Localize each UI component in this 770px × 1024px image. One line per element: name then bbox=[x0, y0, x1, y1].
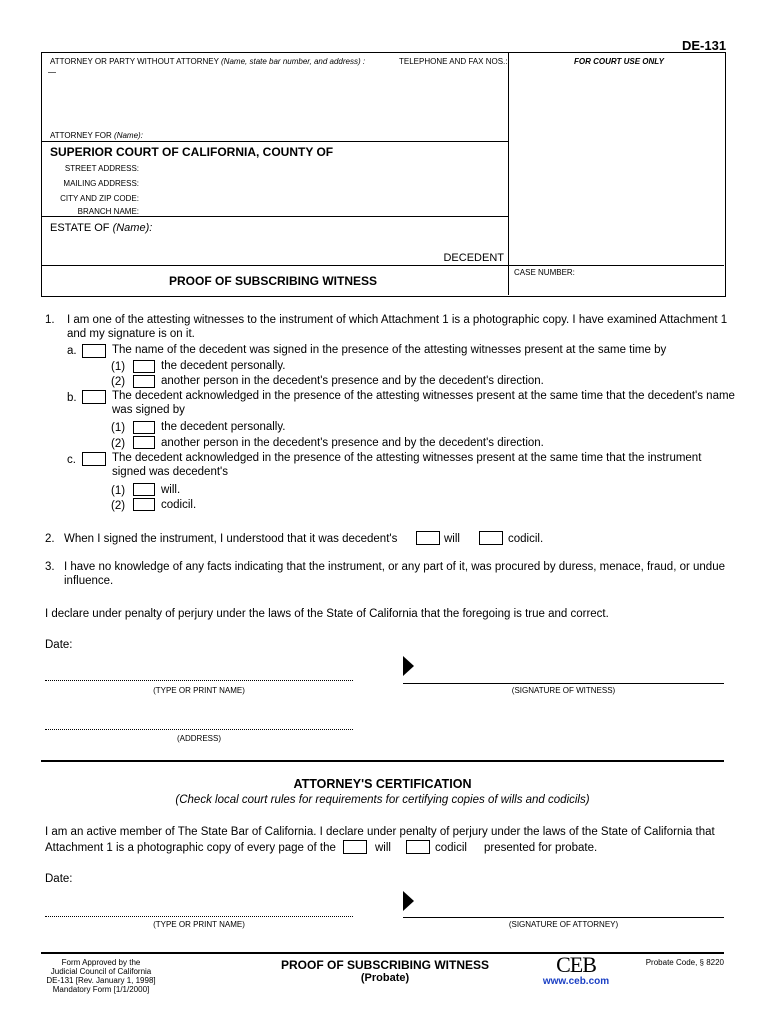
ceb-website-link[interactable]: www.ceb.com bbox=[542, 976, 610, 987]
item-a2-label: (2) bbox=[111, 376, 126, 388]
date-field[interactable] bbox=[80, 636, 340, 652]
item-c2-label: (2) bbox=[111, 500, 126, 512]
court-use-label: FOR COURT USE ONLY bbox=[574, 57, 664, 66]
type-print-name-label: (TYPE OR PRINT NAME) bbox=[153, 686, 245, 695]
item-1-line-1: I am one of the attesting witnesses to the instrument of which Attachment 1 is a photographic copy. I have examined Attachment 1 bbox=[67, 314, 728, 326]
signature-of-attorney-label: (SIGNATURE OF ATTORNEY) bbox=[508, 920, 619, 929]
declaration-text: I declare under penalty of perjury under the laws of the State of California that the foregoing is true and correct. bbox=[45, 608, 609, 620]
approval-line-3: DE-131 [Rev. January 1, 1998] bbox=[46, 976, 156, 985]
item-b2-text: another person in the decedent's presence and by the decedent's direction. bbox=[161, 437, 544, 449]
item-2-will: will bbox=[444, 533, 460, 545]
form-approval bbox=[41, 958, 161, 994]
city-zip-label: CITY AND ZIP CODE: bbox=[60, 194, 139, 203]
item-3-line-2: influence. bbox=[64, 575, 114, 587]
certification-date-label: Date: bbox=[45, 873, 73, 885]
item-a-label: a. bbox=[67, 345, 77, 357]
document-title: PROOF OF SUBSCRIBING WITNESS bbox=[169, 274, 378, 288]
item-3-number: 3. bbox=[45, 561, 55, 573]
ceb-logo: CEB bbox=[556, 952, 596, 977]
checkbox-cert-will[interactable] bbox=[343, 840, 367, 854]
arrow-marker-icon bbox=[403, 891, 414, 911]
decedent-label: DECEDENT bbox=[443, 252, 504, 264]
signature-of-witness-label: (SIGNATURE OF WITNESS) bbox=[511, 686, 616, 695]
certification-date-field[interactable] bbox=[80, 870, 340, 886]
item-a1-label: (1) bbox=[111, 361, 126, 373]
certification-will: will bbox=[375, 842, 391, 854]
attorney-hint: (Name, state bar number, and address) : bbox=[221, 57, 366, 66]
attorney-for-hint: (Name): bbox=[114, 131, 143, 140]
checkbox-1c[interactable] bbox=[82, 452, 106, 466]
checkbox-1a-1[interactable] bbox=[133, 360, 155, 373]
date-label: Date: bbox=[45, 639, 73, 651]
checkbox-1b-2[interactable] bbox=[133, 436, 155, 449]
phone-fax-field[interactable] bbox=[400, 68, 505, 128]
item-a1-text: the decedent personally. bbox=[161, 360, 286, 372]
item-b-label: b. bbox=[67, 392, 77, 404]
item-b-line-1: The decedent acknowledged in the presence of the attesting witnesses present at the same time that the decedent's name bbox=[112, 390, 735, 402]
probate-code: Probate Code, § 8220 bbox=[645, 958, 724, 967]
section-divider bbox=[41, 760, 724, 762]
estate-name-field[interactable] bbox=[150, 220, 500, 248]
checkbox-cert-codicil[interactable] bbox=[406, 840, 430, 854]
checkbox-1a-2[interactable] bbox=[133, 375, 155, 388]
item-c1-label: (1) bbox=[111, 485, 126, 497]
approval-line-4: Mandatory Form [1/1/2000] bbox=[52, 985, 150, 994]
checkbox-1b-1[interactable] bbox=[133, 421, 155, 434]
address-label: (ADDRESS) bbox=[176, 734, 221, 743]
attorney-signature-field[interactable] bbox=[418, 898, 724, 916]
attorney-for-label: ATTORNEY FOR bbox=[50, 131, 112, 140]
item-c-line-1: The decedent acknowledged in the presence of the attesting witnesses present at the same time that the instrument bbox=[112, 452, 702, 464]
footer-title: PROOF OF SUBSCRIBING WITNESS bbox=[280, 958, 489, 972]
certification-title: ATTORNEY'S CERTIFICATION bbox=[293, 777, 472, 791]
checkbox-1a[interactable] bbox=[82, 344, 106, 358]
checkbox-2-codicil[interactable] bbox=[479, 531, 503, 545]
certification-presented: presented for probate. bbox=[484, 842, 598, 854]
witness-signature-field[interactable] bbox=[418, 664, 724, 682]
branch-name-label: BRANCH NAME: bbox=[77, 207, 139, 216]
item-a-text: The name of the decedent was signed in the presence of the attesting witnesses present at the same time by bbox=[112, 344, 667, 356]
certification-line-2: Attachment 1 is a photographic copy of every page of the bbox=[45, 842, 336, 854]
checkbox-2-will[interactable] bbox=[416, 531, 440, 545]
item-c2-text: codicil. bbox=[161, 499, 197, 511]
street-address-label: STREET ADDRESS: bbox=[64, 164, 139, 173]
item-b1-text: the decedent personally. bbox=[161, 421, 286, 433]
attorney-type-print-label: (TYPE OR PRINT NAME) bbox=[153, 920, 245, 929]
checkbox-1c-2[interactable] bbox=[133, 498, 155, 511]
item-b1-label: (1) bbox=[111, 422, 126, 434]
footer-subtitle: (Probate) bbox=[360, 972, 410, 984]
certification-line-1: I am an active member of The State Bar of California. I declare under penalty of perjury under the laws of the State of California that bbox=[45, 826, 715, 838]
attorney-label: ATTORNEY OR PARTY WITHOUT ATTORNEY bbox=[50, 57, 219, 66]
case-number-field[interactable] bbox=[512, 278, 720, 293]
item-1-number: 1. bbox=[45, 314, 55, 326]
estate-of-label: ESTATE OF bbox=[50, 222, 110, 234]
item-2-text: When I signed the instrument, I understood that it was decedent's bbox=[64, 533, 398, 545]
checkbox-1c-1[interactable] bbox=[133, 483, 155, 496]
checkbox-1b[interactable] bbox=[82, 390, 106, 404]
item-3-line-1: I have no knowledge of any facts indicating that the instrument, or any part of it, was procured by duress, menace, fraud, or undue bbox=[64, 561, 725, 573]
certification-codicil: codicil bbox=[435, 842, 467, 854]
estate-of-hint: (Name): bbox=[112, 222, 153, 234]
approval-line-2: Judicial Council of California bbox=[50, 967, 152, 976]
item-b2-label: (2) bbox=[111, 438, 126, 450]
item-2-codicil: codicil. bbox=[508, 533, 544, 545]
arrow-marker-icon bbox=[403, 656, 414, 676]
mailing-address-label: MAILING ADDRESS: bbox=[63, 179, 139, 188]
form-number: DE-131 bbox=[682, 38, 727, 53]
item-c-line-2: signed was decedent's bbox=[112, 466, 228, 478]
footer-divider bbox=[41, 952, 724, 954]
case-number-label: CASE NUMBER: bbox=[514, 268, 575, 277]
item-a2-text: another person in the decedent's presence and by the decedent's direction. bbox=[161, 375, 544, 387]
phone-label: TELEPHONE AND FAX NOS.: bbox=[399, 57, 508, 66]
item-1-line-2: and my signature is on it. bbox=[67, 328, 195, 340]
approval-line-1: Form Approved by the bbox=[61, 958, 141, 967]
attorney-name-field[interactable] bbox=[45, 900, 353, 916]
court-use-area bbox=[512, 68, 720, 263]
witness-name-field[interactable] bbox=[45, 664, 353, 680]
item-c1-text: will. bbox=[161, 484, 181, 496]
item-c-label: c. bbox=[67, 454, 76, 466]
item-2-number: 2. bbox=[45, 533, 55, 545]
certification-subtitle: (Check local court rules for requirements for certifying copies of wills and codicils) bbox=[175, 794, 590, 806]
witness-address-field[interactable] bbox=[45, 712, 353, 728]
court-title: SUPERIOR COURT OF CALIFORNIA, COUNTY OF bbox=[50, 145, 334, 159]
item-b-line-2: was signed by bbox=[112, 404, 185, 416]
